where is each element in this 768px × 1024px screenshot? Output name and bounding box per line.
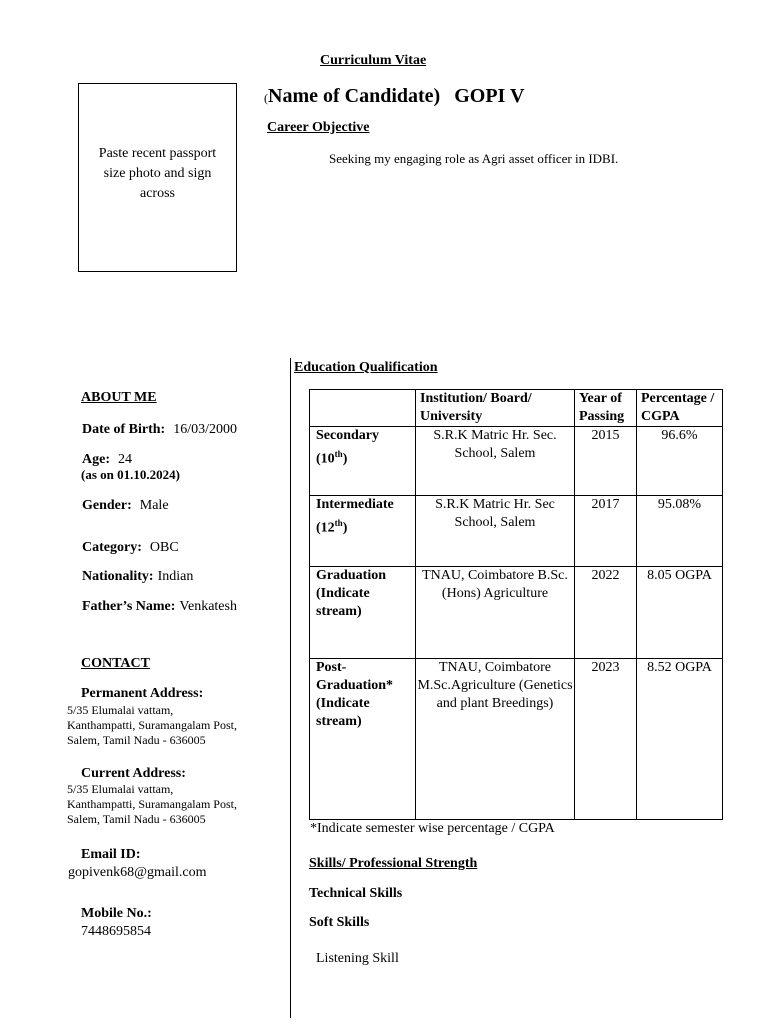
current-address-label: Current Address: [81, 766, 186, 781]
address-line: Kanthampatti, Suramangalam Post, [67, 797, 237, 811]
nationality-row [82, 567, 193, 585]
age-label: Age: [82, 452, 110, 467]
level-cell: Graduation (Indicate stream) [310, 567, 416, 659]
email-label: Email ID: [81, 847, 141, 862]
age-row [82, 450, 132, 468]
mobile-label: Mobile No.: [81, 906, 152, 921]
level-cell: Post-Graduation* (Indicate stream) [310, 659, 416, 820]
address-line: Salem, Tamil Nadu - 636005 [67, 733, 206, 747]
dob-label: Date of Birth: [82, 422, 166, 437]
table-row [310, 427, 723, 496]
soft-skill-item: Listening Skill [316, 951, 399, 966]
father-name-value: Venkatesh [179, 599, 237, 614]
education-table [309, 389, 723, 820]
category-row [82, 538, 179, 556]
photo-placeholder-box [78, 83, 237, 272]
score-cell: 8.05 OGPA [637, 567, 723, 659]
permanent-address-label: Permanent Address: [81, 686, 204, 701]
education-heading: Education Qualification [294, 360, 438, 375]
permanent-address [67, 703, 237, 748]
gender-row [82, 496, 169, 514]
address-line: Kanthampatti, Suramangalam Post, [67, 718, 237, 732]
table-row [310, 496, 723, 567]
score-cell: 8.52 OGPA [637, 659, 723, 820]
table-row [310, 567, 723, 659]
address-line: Salem, Tamil Nadu - 636005 [67, 812, 206, 826]
about-me-heading: ABOUT ME [81, 390, 157, 405]
column-divider [290, 358, 291, 1018]
contact-heading: CONTACT [81, 656, 150, 671]
score-cell: 95.08% [637, 496, 723, 567]
year-cell: 2017 [575, 496, 637, 567]
year-cell: 2023 [575, 659, 637, 820]
table-header-row [310, 390, 723, 427]
document-title: Curriculum Vitae [320, 53, 427, 68]
dob-value: 16/03/2000 [173, 422, 237, 437]
soft-skills-label: Soft Skills [309, 915, 370, 930]
category-value: OBC [149, 540, 179, 555]
current-address [67, 782, 237, 827]
table-row [310, 659, 723, 820]
candidate-name-value: GOPI V [454, 85, 525, 107]
institution-cell: S.R.K Matric Hr. Sec. School, Salem [416, 427, 575, 496]
skills-heading: Skills/ Professional Strength [309, 856, 478, 871]
institution-cell: TNAU, Coimbatore B.Sc. (Hons) Agriculture [416, 567, 575, 659]
email-value: gopivenk68@gmail.com [68, 865, 207, 880]
father-name-row [82, 597, 237, 615]
year-cell: 2022 [575, 567, 637, 659]
mobile-value: 7448695854 [81, 924, 151, 939]
address-line: 5/35 Elumalai vattam, [67, 782, 174, 796]
year-cell: 2015 [575, 427, 637, 496]
institution-cell: TNAU, Coimbatore M.Sc.Agriculture (Genetics and plant Breedings) [416, 659, 575, 820]
table-footnote: *Indicate semester wise percentage / CGPA [310, 821, 555, 836]
photo-placeholder-text: Paste recent passport size photo and sign across [98, 145, 217, 201]
nationality-label: Nationality: [82, 569, 154, 584]
institution-cell: S.R.K Matric Hr. Sec School, Salem [416, 496, 575, 567]
nationality-value: Indian [157, 569, 194, 584]
father-name-label: Father’s Name: [82, 599, 176, 614]
address-line: 5/35 Elumalai vattam, [67, 703, 174, 717]
header-year: Year of Passing [575, 390, 637, 427]
career-objective-text: Seeking my engaging role as Agri asset officer in IDBI. [329, 151, 619, 166]
level-cell: Secondary (10th) [310, 427, 416, 496]
age-note: (as on 01.10.2024) [81, 467, 180, 482]
header-institution: Institution/ Board/ University [416, 390, 575, 427]
candidate-name-label: Name of Candidate) [268, 85, 441, 107]
header-level [310, 390, 416, 427]
candidate-name-line [264, 85, 524, 108]
name-paren: ( [264, 91, 268, 105]
gender-label: Gender: [82, 498, 132, 513]
header-score: Percentage / CGPA [637, 390, 723, 427]
career-objective-heading: Career Objective [267, 120, 370, 135]
score-cell: 96.6% [637, 427, 723, 496]
category-label: Category: [82, 540, 142, 555]
gender-value: Male [139, 498, 169, 513]
technical-skills-label: Technical Skills [309, 886, 403, 901]
level-cell: Intermediate (12th) [310, 496, 416, 567]
age-value: 24 [118, 452, 132, 467]
dob-row [82, 420, 237, 438]
